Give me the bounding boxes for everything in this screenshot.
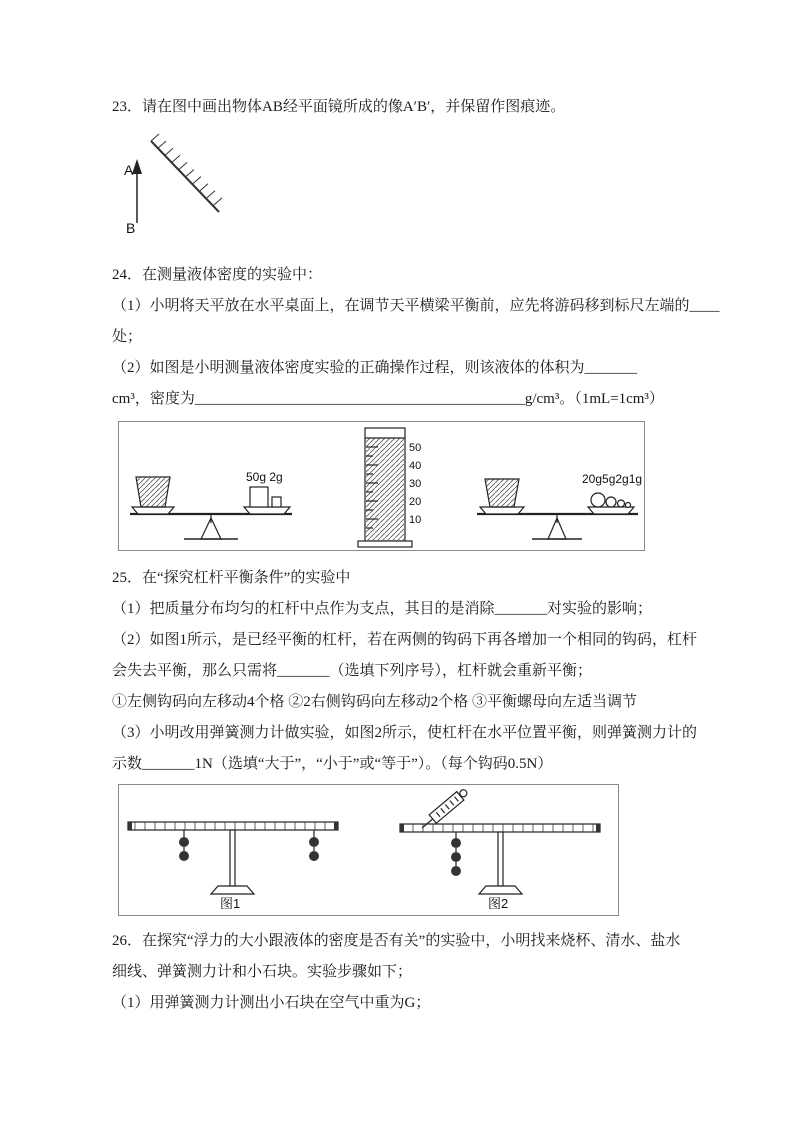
balance-left bbox=[130, 477, 292, 539]
q25-line4: ①左侧钩码向左移动4个格 ②2右侧钩码向左移动2个格 ③平衡螺母向左适当调节 bbox=[112, 694, 638, 710]
q24-line4: cm³，密度为____________________________________________g/cm³。（1mL=1cm³） bbox=[112, 391, 664, 407]
cylinder-scale-40: 40 bbox=[409, 460, 422, 472]
figure1-label: 图1 bbox=[220, 896, 241, 911]
q26-line1: 26．在探究“浮力的大小跟液体的密度是否有关”的实验中，小明找来烧杯、清水、盐水 bbox=[112, 933, 681, 949]
q25-line3: 会失去平衡，那么只需将_______（选填下列序号），杠杆就会重新平衡； bbox=[112, 663, 593, 679]
balance-right bbox=[477, 479, 638, 539]
q24-line1: （1）小明将天平放在水平桌面上，在调节天平横梁平衡前，应先将游码移到标尺左端的____ bbox=[112, 298, 720, 314]
figure2-label: 图2 bbox=[488, 896, 509, 911]
lever-setup-2 bbox=[400, 787, 600, 894]
cylinder-scale-50: 50 bbox=[409, 442, 422, 454]
q26-line3: （1）用弹簧测力计测出小石块在空气中重为G； bbox=[112, 995, 431, 1011]
plane-mirror bbox=[151, 134, 222, 212]
q24-line2: 处； bbox=[112, 329, 143, 345]
q25-title: 25．在“探究杠杆平衡条件”的实验中 bbox=[112, 570, 351, 586]
q25-figure bbox=[118, 784, 619, 916]
cylinder-scale-20: 20 bbox=[409, 496, 422, 508]
weights-label-right: 20g5g2g1g bbox=[582, 472, 643, 486]
q25-line2: （2）如图1所示，是已经平衡的杠杆，若在两侧的钩码下再各增加一个相同的钩码，杠杆 bbox=[112, 632, 698, 648]
q24-figure bbox=[118, 421, 645, 551]
lever-experiment-diagram bbox=[120, 786, 617, 914]
weights-label-left: 50g 2g bbox=[246, 470, 283, 484]
label-A: A bbox=[124, 162, 134, 178]
cylinder-scale-10: 10 bbox=[409, 514, 422, 526]
q24-line3: （2）如图是小明测量液体密度实验的正确操作过程，则该液体的体积为_______ bbox=[112, 360, 638, 376]
q24-title: 24．在测量液体密度的实验中： bbox=[112, 267, 323, 283]
label-B: B bbox=[126, 220, 136, 236]
q25-line5: （3）小明改用弹簧测力计做实验，如图2所示，使杠杆在水平位置平衡，则弹簧测力计的 bbox=[112, 725, 698, 741]
lever-setup-1 bbox=[128, 822, 338, 894]
q25-line6: 示数_______1N（选填“大于”，“小于”或“等于”）。（每个钩码0.5N） bbox=[112, 756, 553, 772]
cylinder-scale-30: 30 bbox=[409, 478, 422, 490]
object-arrow-AB bbox=[132, 159, 142, 223]
density-experiment-diagram bbox=[120, 423, 643, 549]
mirror-diagram bbox=[123, 131, 273, 236]
q23-figure bbox=[122, 131, 272, 236]
graduated-cylinder bbox=[358, 428, 412, 547]
q23-text: 23．请在图中画出物体AB经平面镜所成的像A′B′，并保留作图痕迹。 bbox=[112, 99, 566, 115]
q25-line1: （1）把质量分布均匀的杠杆中点作为支点，其目的是消除_______对实验的影响； bbox=[112, 601, 653, 617]
q26-line2: 细线、弹簧测力计和小石块。实验步骤如下； bbox=[112, 964, 413, 980]
